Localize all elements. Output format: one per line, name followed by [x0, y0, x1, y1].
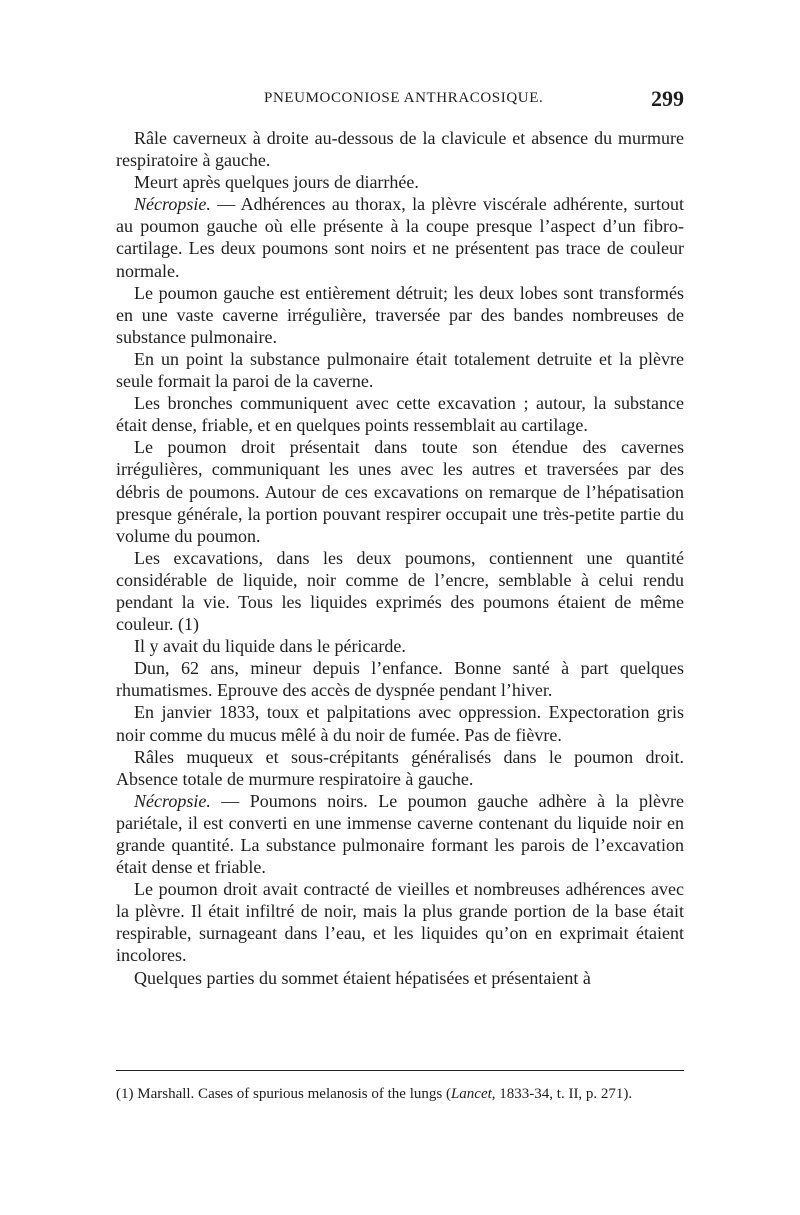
paragraph — [116, 193, 684, 281]
section-lead: Nécropsie. — [134, 194, 211, 215]
paragraph: Meurt après quelques jours de diarrhée. — [134, 172, 419, 193]
footnote-divider — [116, 1070, 684, 1071]
paragraph: Dun, 62 ans, mineur depuis l’enfance. Bonne santé à part quelques rhumatismes. Eprouve des accès de dyspnée pendant l’hiver. — [116, 658, 684, 701]
section-lead: Nécropsie. — [134, 790, 211, 811]
footnote-prefix: (1) Marshall. Cases of spurious melanosis of the lungs ( — [116, 1086, 451, 1102]
paragraph: Râles muqueux et sous-crépitants généralisés dans le poumon droit. Absence totale de murmure respiratoire à gauche. — [116, 746, 684, 789]
paragraph: Le poumon droit avait contracté de vieilles et nombreuses adhérences avec la plèvre. Il était infiltré de noir, mais la plus grande portion de la base était respirable, surnageant dans l’eau, et les liquides qu’on en exprimait étaient incolores. — [116, 879, 684, 966]
paragraph-text: — Poumons noirs. Le poumon gauche adhère à la plèvre pariétale, il est converti en une immense caverne contenant du liquide noir en grande quantité. La substance pulmonaire formant les parois de l’excavation était dense et friable. — [116, 790, 684, 878]
footnote-journal: Lancet — [450, 1086, 492, 1102]
page-number: 299 — [651, 86, 684, 111]
paragraph — [116, 790, 684, 878]
footnote-suffix: , 1833-34, t. II, p. 271). — [491, 1086, 633, 1102]
paragraph: En janvier 1833, toux et palpitations avec oppression. Expectoration gris noir comme du mucus mêlé à du noir de fumée. Pas de fièvre. — [116, 702, 684, 745]
paragraph: Il y avait du liquide dans le péricarde. — [134, 636, 406, 657]
paragraph: Le poumon gauche est entièrement détruit; les deux lobes sont transformés en une vaste caverne irrégulière, traversée par des bandes nombreuses de substance pulmonaire. — [116, 282, 684, 347]
running-title: PNEUMOCONIOSE ANTHRACOSIQUE. — [264, 90, 544, 106]
body-text — [116, 127, 684, 989]
paragraph: En un point la substance pulmonaire était totalement detruite et la plèvre seule formait la paroi de la caverne. — [116, 348, 684, 392]
paragraph: Les excavations, dans les deux poumons, contiennent une quantité considérable de liquide, noir comme de l’encre, semblable à celui rendu pendant la vie. Tous les liquides exprimés des poumons étaient de même couleur. (1) — [116, 547, 684, 635]
paragraph-text: — Adhérences au thorax, la plèvre viscérale adhérente, surtout au poumon gauche où elle présente à la coupe presque l’aspect d’un fibro-cartilage. Les deux poumons sont noirs et ne présentent pas trace de couleur normale. — [116, 194, 684, 281]
paragraph: Quelques parties du sommet étaient hépatisées et présentaient à — [134, 967, 591, 988]
footnote — [116, 1084, 684, 1105]
paragraph: Le poumon droit présentait dans toute son étendue des cavernes irrégulières, communiquant les unes avec les autres et traversées par des débris de poumons. Autour de ces excavations on remarque de l’hépatisation presque générale, la portion pouvant respirer occupait une très-petite partie du volume du poumon. — [116, 437, 684, 546]
paragraph: Râle caverneux à droite au-dessous de la clavicule et absence du murmure respiratoire à gauche. — [116, 128, 684, 171]
paragraph: Les bronches communiquent avec cette excavation ; autour, la substance était dense, friable, et en quelques points ressemblait au cartilage. — [116, 393, 684, 436]
running-head — [116, 86, 684, 118]
